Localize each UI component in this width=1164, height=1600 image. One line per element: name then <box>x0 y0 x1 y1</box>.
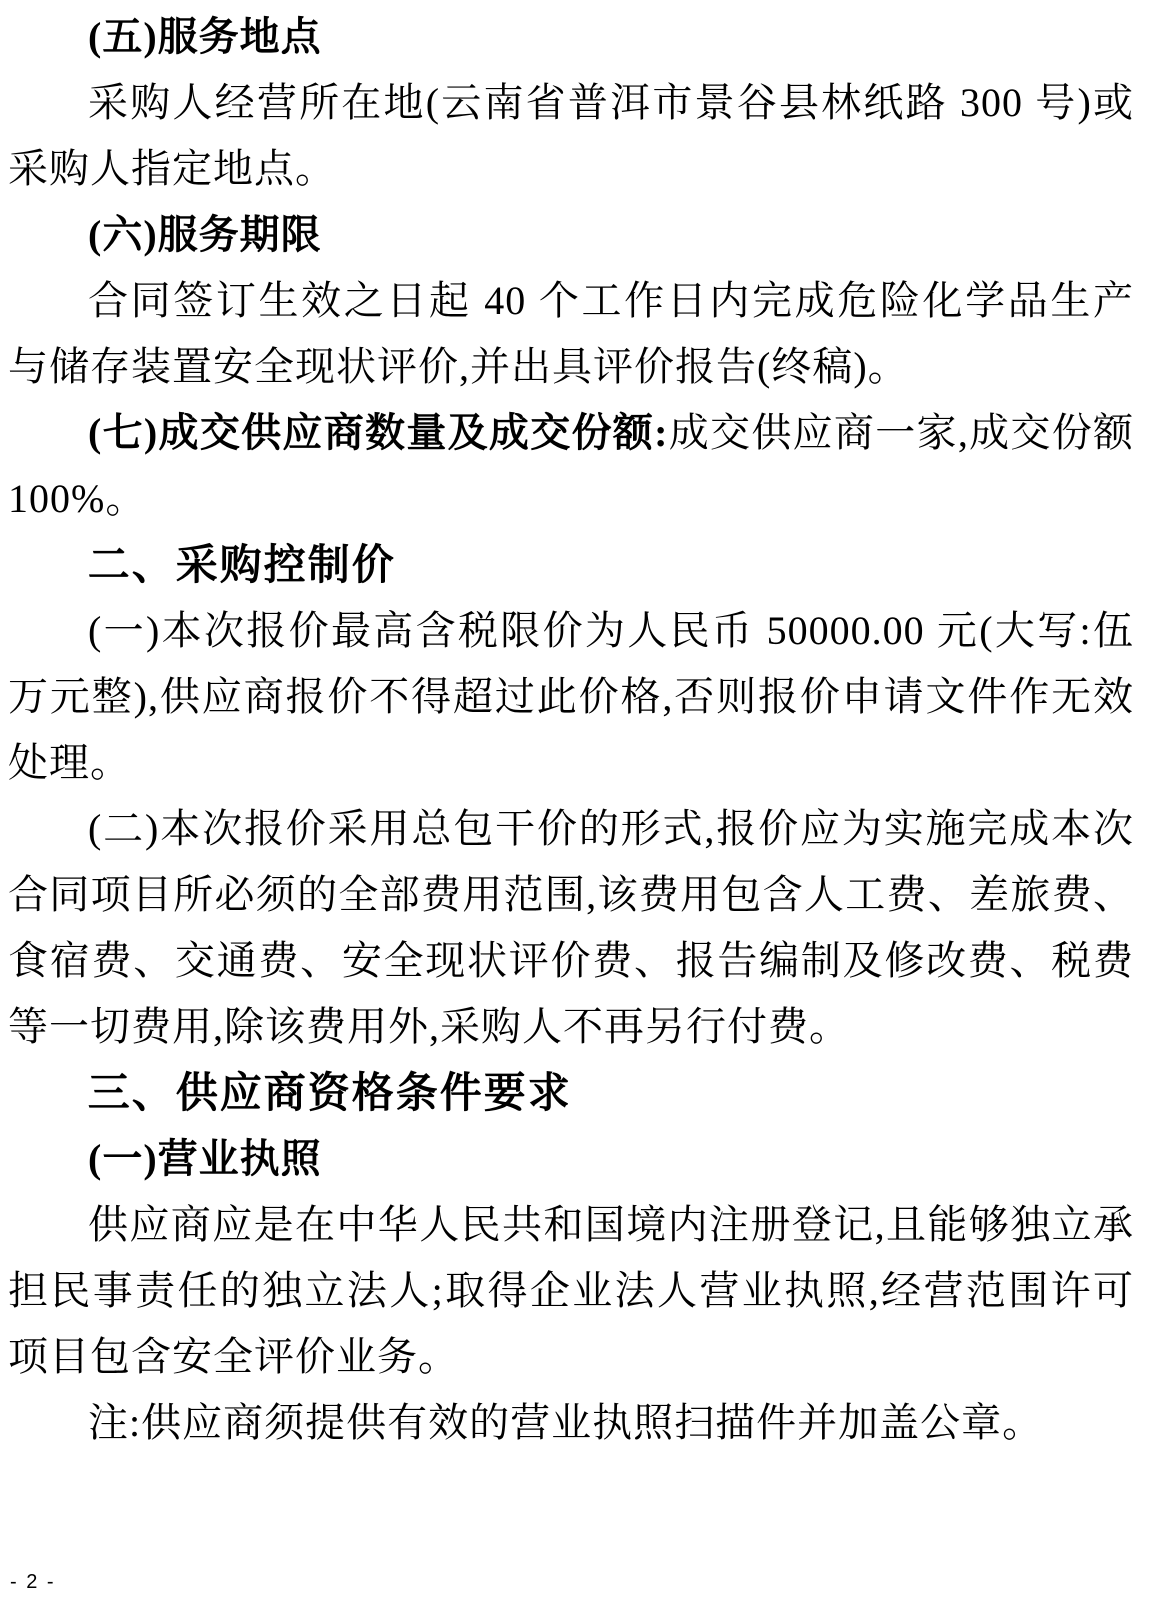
paragraph-license-note: 注:供应商须提供有效的营业执照扫描件并加盖公章。 <box>88 1400 1044 1445</box>
award-share-rest-text: 成交供应商一家,成交份额 100%。 <box>8 410 1135 521</box>
paragraph-award-share <box>8 400 1134 532</box>
page-number: - 2 - <box>10 1571 56 1593</box>
heading-supplier-qualification: 三、供应商资格条件要求 <box>87 1069 572 1116</box>
subheading-service-period: (六)服务期限 <box>88 212 322 257</box>
award-share-lead-text: (七)成交供应商数量及成交份额: <box>88 410 669 455</box>
subheading-business-license: (一)营业执照 <box>88 1136 322 1181</box>
paragraph-business-license: 供应商应是在中华人民共和国境内注册登记,且能够独立承担民事责任的独立法人;取得企业法人营业执照,经营范围许可项目包含安全评价业务。 <box>8 1202 1134 1379</box>
paragraph-service-period: 合同签订生效之日起 40 个工作日内完成危险化学品生产与储存装置安全现状评价,并出具评价报告(终稿)。 <box>8 278 1134 389</box>
paragraph-lump-sum-price: (二)本次报价采用总包干价的形式,报价应为实施完成本次合同项目所必须的全部费用范围,该费用包含人工费、差旅费、食宿费、交通费、安全现状评价费、报告编制及修改费、税费等一切费用,除该费用外,采购人不再另行付费。 <box>8 806 1134 1049</box>
paragraph-max-price: (一)本次报价最高含税限价为人民币 50000.00 元(大写:伍万元整),供应商报价不得超过此价格,否则报价申请文件作无效处理。 <box>8 608 1134 785</box>
paragraph-service-location: 采购人经营所在地(云南省普洱市景谷县林纸路 300 号)或采购人指定地点。 <box>8 80 1134 191</box>
subheading-service-location: (五)服务地点 <box>88 14 322 59</box>
heading-procurement-control-price: 二、采购控制价 <box>87 541 396 588</box>
